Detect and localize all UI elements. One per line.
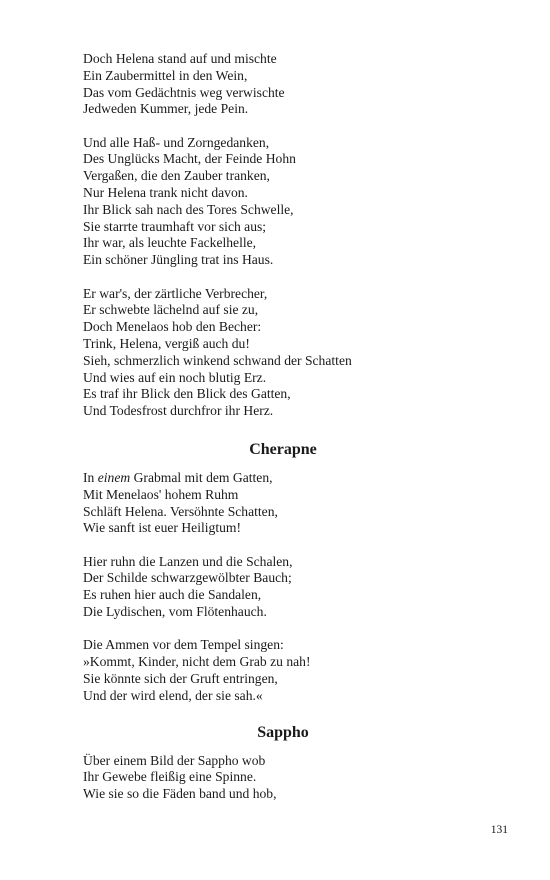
verse-line: Ein schöner Jüngling trat ins Haus. [83,252,274,268]
stanza [83,51,483,118]
verse-line: Trink, Helena, vergiß auch du! [83,335,250,351]
verse-line: Wie sanft ist euer Heiligtum! [83,520,242,536]
verse-line: Sie könnte sich der Gruft entringen, [83,670,278,686]
verse-line: Und wies auf ein noch blutig Erz. [83,369,267,385]
verse-line: Und Todesfrost durchfror ihr Herz. [83,403,274,419]
verse-line: Vergaßen, die den Zauber tranken, [83,168,270,184]
verse-line: Doch Menelaos hob den Becher: [83,319,262,335]
page-number: 131 [490,824,508,836]
stanza [83,135,483,269]
verse-line: Er war's, der zärtliche Verbrecher, [83,285,268,301]
stanza [83,637,483,704]
verse-line: Sie starrte traumhaft vor sich aus; [83,218,267,234]
verse-line: Nur Helena trank nicht davon. [83,185,248,201]
verse-line: Ihr Gewebe fleißig eine Spinne. [83,769,257,785]
verse-text: Grabmal mit dem Gatten, [130,469,273,485]
verse-line: Schläft Helena. Versöhnte Schatten, [83,503,278,519]
verse-line: Ein Zaubermittel in den Wein, [83,67,248,83]
stanza [83,286,483,420]
verse-line: Und alle Haß- und Zorngedanken, [83,134,270,150]
verse-line: Das vom Gedächtnis weg verwischte [83,84,285,100]
page-content [83,51,483,803]
stanza [83,470,483,537]
verse-line: Wie sie so die Fäden band und hob, [83,786,277,802]
verse-line: Der Schilde schwarzgewölbter Bauch; [83,570,292,586]
verse-line: Doch Helena stand auf und mischte [83,51,277,66]
stanza [83,554,483,621]
verse-line: Über einem Bild der Sappho wob [83,752,266,768]
verse-line: Ihr war, als leuchte Fackelhelle, [83,235,257,251]
verse-line [83,470,483,487]
stanza [83,753,483,803]
poem-title: Cherapne [249,440,317,458]
verse-text: In [83,469,98,485]
verse-line: Sieh, schmerzlich winkend schwand der Schatten [83,352,352,368]
verse-line: Jedweden Kummer, jede Pein. [83,101,249,117]
poem-title: Sappho [257,723,309,741]
verse-line: Er schwebte lächelnd auf sie zu, [83,302,259,318]
verse-line: Die Lydischen, vom Flötenhauch. [83,604,267,620]
verse-line: Ihr Blick sah nach des Tores Schwelle, [83,201,294,217]
verse-line: Des Unglücks Macht, der Feinde Hohn [83,151,296,167]
verse-line: Mit Menelaos' hohem Ruhm [83,486,239,502]
verse-line: Es ruhen hier auch die Sandalen, [83,587,262,603]
emphasized-word: einem [97,469,131,485]
verse-line: Die Ammen vor dem Tempel singen: [83,637,284,653]
verse-line: Hier ruhn die Lanzen und die Schalen, [83,553,293,569]
verse-line: Und der wird elend, der sie sah.« [83,687,263,703]
verse-line: »Kommt, Kinder, nicht dem Grab zu nah! [83,654,311,670]
verse-line: Es traf ihr Blick den Blick des Gatten, [83,386,291,402]
